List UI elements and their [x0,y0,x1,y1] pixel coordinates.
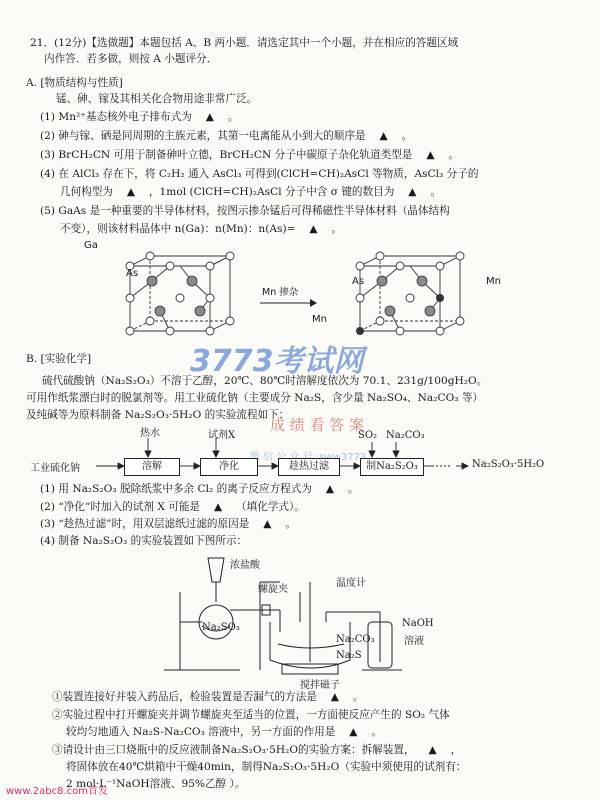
watermark-slogan: 成 绩 看 答 案 [270,416,365,434]
b-p1: 硫代硫酸钠（Na₂S₂O₃）不溶于乙醇，20℃、80℃时溶解度依次为 70.1、231g/100gH₂O。 [42,375,488,387]
a-q1: (1) Mn²⁺基态核外电子排布式为 ▲ 。 [40,111,239,123]
label-mn-bottom: Mn [312,314,327,325]
arrow-right-icon [258,298,318,308]
q21-line1: 21．(12分)【选做题】本题包括 A、B 两小题．请选定其中一个小题，并在相应的答题区域 [30,37,459,49]
answer-blank: ▲ [428,744,437,756]
footer-site-link[interactable]: www.2abc8.com首发 [6,786,109,797]
b-q2: (2) “净化”时加入的试剂 X 可能是 ▲ （填化学式）。 [40,501,305,513]
answer-blank: ▲ [330,691,339,703]
flow-box-purify: 净化 [200,458,258,476]
answer-blank: ▲ [408,186,417,198]
b-s2a: ②实验过程中打开螺旋夹并调节螺旋夹至适当的位置，一方面使反应产生的 SO₂ 气体 [52,709,450,721]
a-q2: (2) 砷与镓、硒是同周期的主族元素，其第一电离能从小到大的顺序是 ▲ 。 [40,130,413,142]
b-p3: 及纯碱等为原料制备 Na₂S₂O₃·5H₂O 的实验流程如下： [26,409,290,421]
label-conc-hcl: 浓盐酸 [230,560,260,571]
gaas-crystal-figure [100,246,250,346]
flow-hot-water: 热水 [140,428,160,439]
section-a-intro: 锰、砷、镓及其相关化合物用途非常广泛。 [56,93,258,105]
b-s2b: 较均匀地通入 Na₂S-Na₂CO₃ 溶液中，另一方面的作用是 ▲ 。 [66,726,382,738]
a-q3: (3) BrCH₂CN 可用于制备砷叶立德，BrCH₂CN 分子中碳原子杂化轨道类型是 ▲ 。 [40,149,459,161]
flow-start: 工业硫化钠 [30,463,80,474]
b-q3: (3) “趁热过滤”时，用双层滤纸过滤的原因是 ▲ 。 [40,518,296,530]
label-na2co3: Na₂CO₃ [336,634,375,645]
label-stir-bar: 搅拌磁子 [300,680,340,691]
label-na2s: Na₂S [336,650,362,661]
b-s3b: 将固体放在40℃烘箱中干燥40min，制得Na₂S₂O₃·5H₂O（实验中须使用的试剂有： [66,761,467,773]
flow-end: Na₂S₂O₃·5H₂O [472,459,545,470]
a-q5b: 不变），则该材料晶体中 n(Ga)：n(Mn)：n(As)= ▲ 。 [60,223,343,235]
answer-blank: ▲ [213,501,223,513]
label-thermometer: 温度计 [336,578,366,589]
b-s1: ①装置连接好并装入药品后，检验装置是否漏气的方法是 ▲ 。 [52,691,364,703]
flow-so2: SO₂ [358,430,378,441]
answer-blank: ▲ [379,130,388,142]
q21-line2: 内作答．若多做，则按 A 小题评分． [44,53,218,65]
section-b-title: B. [实验化学] [26,353,92,365]
b-q4: (4) 制备 Na₂S₂O₃ 的实验装置如下图所示： [40,535,248,547]
apparatus-figure [150,552,470,682]
answer-blank: ▲ [126,186,136,198]
label-naoh: NaOH [402,618,434,629]
label-naoh-solution: 溶液 [404,636,424,647]
label-mn-top: Mn [486,276,501,287]
answer-blank: ▲ [263,518,272,530]
a-q4b: 几何构型为 ▲ ，1mol (ClCH=CH)₂AsCl 分子中含 σ 键的数目为 ▲ 。 [60,186,441,198]
watermark-wechat: 信 :sww3773 [263,452,367,463]
answer-blank: ▲ [205,111,214,123]
a-q4a: (4) 在 AlCl₃ 存在下，将 C₂H₂ 通入 AsCl₃ 可得到(ClCH=CH)₂AsCl 等物质，AsCl₃ 分子的 [40,168,479,180]
a-q5a: (5) GaAs 是一种重要的半导体材料，按图示掺杂锰后可得稀磁性半导体材料（晶体结构 [40,205,450,217]
b-s3c: 2 mol·L⁻¹NaOH溶液、95%乙醇 ）。 [66,778,246,790]
section-a-title: A. [物质结构与性质] [26,77,123,89]
flow-reagent-x: 试剂X [208,430,236,441]
mn-doped-crystal-figure [330,246,480,346]
label-na2so3: Na₂SO₃ [202,622,240,633]
flow-na2co3: Na₂CO₃ [386,430,425,441]
b-p2: 可用作纸浆漂白时的脱氯剂等。用工业硫化钠（主要成分 Na₂S，含少量 Na₂SO₄、Na₂CO₃ 等） [26,392,484,404]
flow-box-dissolve: 溶解 [124,458,180,476]
label-as-right: As [352,276,365,287]
b-q1: (1) 用 Na₂S₂O₃ 脱除纸浆中多余 Cl₂ 的离子反应方程式为 ▲ 。 [40,483,359,495]
answer-blank: ▲ [309,223,318,235]
label-ga: Ga [84,240,98,251]
watermark-logo: 3773考试网 [190,344,364,379]
answer-blank: ▲ [426,149,435,161]
label-clamp: 螺旋夹 [258,584,288,595]
answer-blank: ▲ [349,726,358,738]
arrow-label: Mn 掺杂 [262,287,299,298]
b-s3a: ③请设计由三口烧瓶中的反应液制备Na₂S₂O₃·5H₂O的实验方案：拆解装置， ▲ ， [52,744,462,756]
flow-box-prepare: 制Na₂S₂O₃ [360,458,424,476]
label-as: As [126,268,139,279]
flow-box-hot-filter: 趁热过滤 [278,458,340,476]
answer-blank: ▲ [325,483,335,495]
